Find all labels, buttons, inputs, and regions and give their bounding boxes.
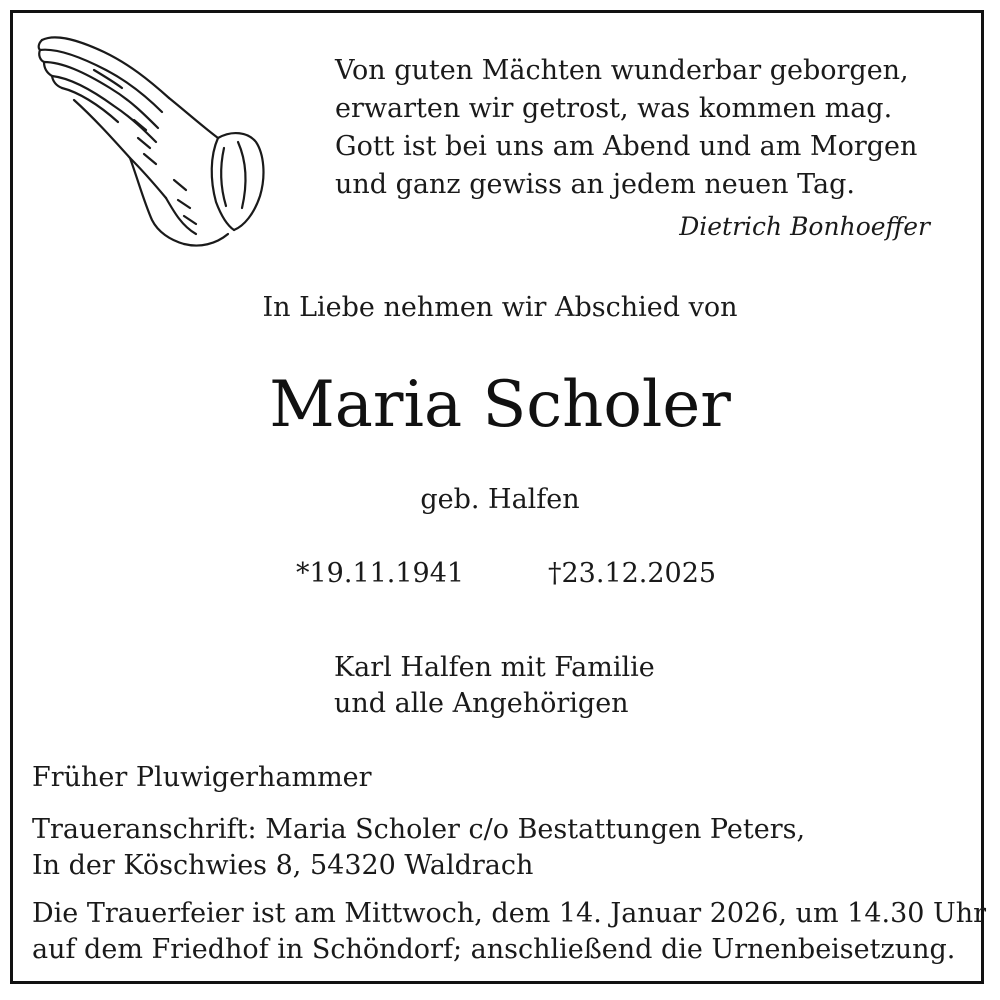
mourners-list	[334, 650, 655, 722]
verse-line: erwarten wir getrost, was kommen mag.	[335, 93, 893, 124]
farewell-intro: In Liebe nehmen wir Abschied von	[262, 292, 738, 323]
verse-line: und ganz gewiss an jedem neuen Tag.	[335, 169, 855, 200]
mourning-address	[32, 812, 805, 884]
ceremony-info	[32, 896, 986, 968]
deceased-name: Maria Scholer	[269, 368, 731, 442]
verse-line: Von guten Mächten wunderbar geborgen,	[335, 55, 909, 86]
former-residence	[32, 760, 372, 796]
ceremony-line: Die Trauerfeier ist am Mittwoch, dem 14. Januar 2026, um 14.30 Uhr	[32, 898, 987, 929]
address-line: In der Köschwies 8, 54320 Waldrach	[32, 850, 534, 881]
birth-date: *19.11.1941	[296, 558, 465, 589]
mourner-line: Karl Halfen mit Familie	[334, 652, 655, 683]
verse-author: Dietrich Bonhoeffer	[679, 212, 930, 241]
former-residence-text: Früher Pluwigerhammer	[32, 762, 372, 793]
mourner-line: und alle Angehörigen	[334, 688, 629, 719]
address-line: Traueranschrift: Maria Scholer c/o Bestattungen Peters,	[32, 814, 806, 845]
memorial-verse	[335, 52, 955, 204]
verse-line: Gott ist bei uns am Abend und am Morgen	[335, 131, 918, 162]
praying-hands-icon	[34, 30, 274, 260]
birth-name: geb. Halfen	[420, 484, 580, 515]
death-date: †23.12.2025	[548, 558, 717, 589]
ceremony-line: auf dem Friedhof in Schöndorf; anschließend die Urnenbeisetzung.	[32, 934, 956, 965]
